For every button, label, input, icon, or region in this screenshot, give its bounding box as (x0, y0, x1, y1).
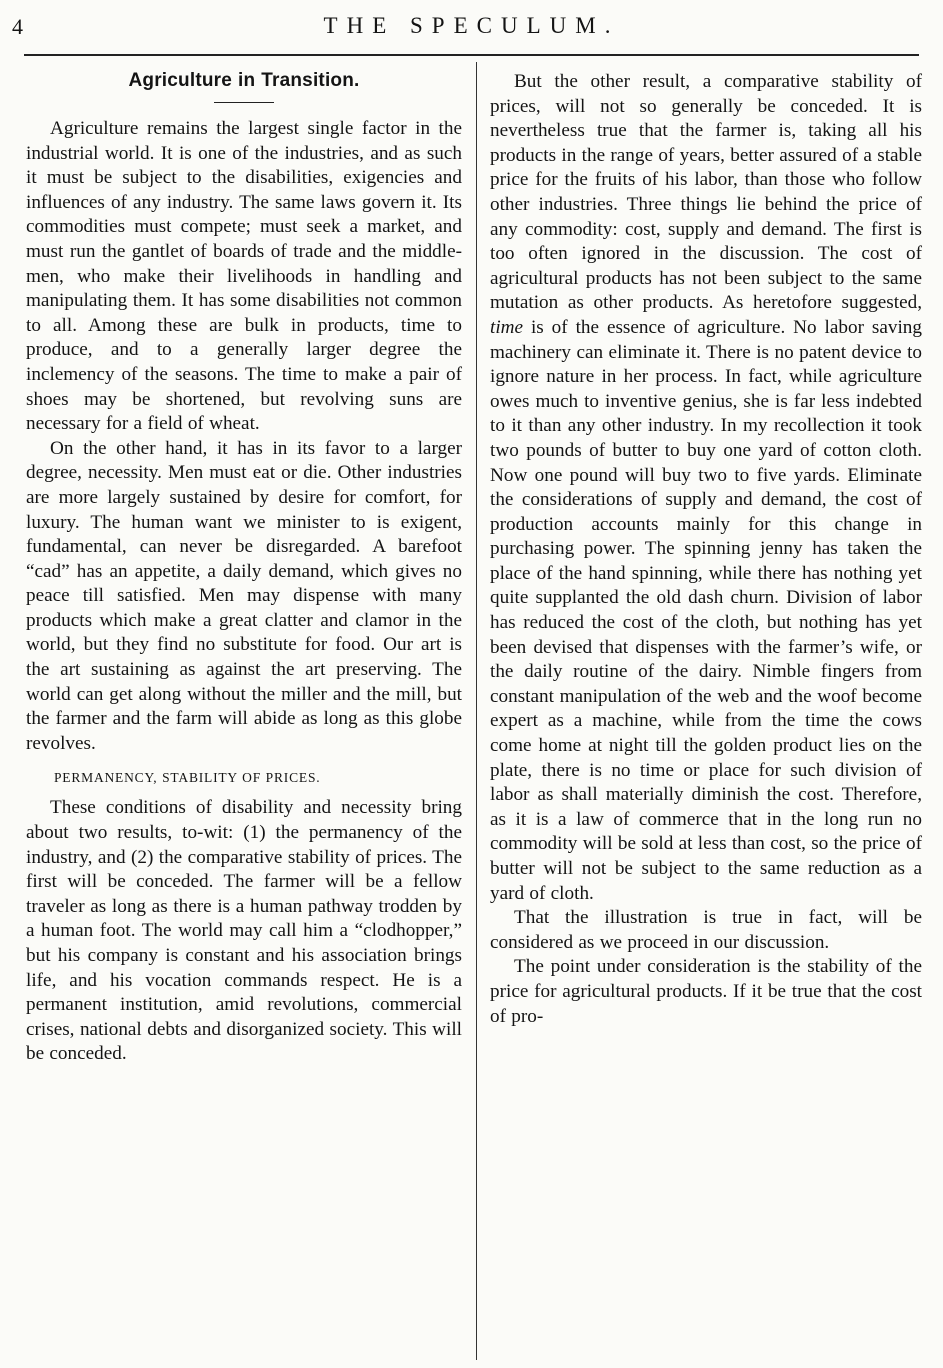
column-rule (476, 62, 477, 1360)
header-rule (24, 54, 919, 56)
article-title: Agriculture in Transition. (128, 70, 360, 91)
left-column (26, 62, 462, 1067)
section-subheading-text: PERMANENCY, STABILITY OF PRICES. (54, 770, 321, 786)
right-paragraph-1-part-b: is of the essence of agriculture. No labor saving machinery can eliminate it. There is no patent device to ignore nature in her process. In fact, while agriculture owes much to inventive genius, she is far less indebted to it than any other industry. In my recollection it took two pounds of butter to buy one yard of cotton cloth. Now one pound will buy two to five yards. Eliminate the considerations of supply and demand, the cost of production accounts mainly for this change in purchasing power. The spinning jenny has taken the place of the hand spinning, while there has nothing yet quite supplanted the old dash churn. Division of labor has reduced the cost of the cloth, but nothing has yet been devised that dispenses with the farmer’s wife, or the daily routine of the dairy. Nimble fingers from constant manipulation of the web and the woof become expert as a machine, while from the time the cows come home at night till the golden product lies on the plate, there is no time or place for such division of labor as shall materially diminish the cost. Therefore, as it is a law of commerce that in the long run no commodity will be sold at less than cost, so the price of butter will not be subject to the same reduction as a yard of cloth. (490, 316, 922, 904)
right-paragraph-3: The point under consideration is the stability of the price for agricultural products. If it be true that the cost of pro- (490, 956, 922, 1027)
section-subheading (26, 768, 462, 788)
right-column (490, 70, 922, 1029)
title-rule (214, 102, 274, 103)
italic-word-time: time (490, 316, 524, 338)
right-paragraph-2: That the illustration is true in fact, will be considered as we proceed in our discussion. (490, 907, 922, 953)
right-paragraph-1-part-a: But the other result, a comparative stability of prices, will not so generally be conceded. It is nevertheless true that the farmer is, taking all his products in the range of years, better assured of a stable price for the fruits of his labor, than those who follow other industries. Three things lie behind the price of any commodity: cost, supply and demand. The first is too often ignored in the discussion. The cost of agricultural products has not been subject to the same mutation as other products. As heretofore suggested, (490, 71, 922, 314)
left-paragraph-1: Agriculture remains the largest single factor in the industrial world. It is one of the industries, and as such it must be subject to the disabilities, exigencies and influences of any industry. The same laws govern it. Its commodities must compete; must seek a market, and must run the gantlet of boards of trade and the middle-men, who make their livelihoods in handling and manipulating them. It has some disabilities not common to all. Among these are bulk in products, time to produce, and to a generally larger degree the inclemency of the seasons. The time to make a pair of shoes may be shortened, but revolving suns are necessary for a field of wheat. (26, 118, 462, 435)
running-head: THE SPECULUM. (323, 13, 620, 38)
left-paragraph-2: On the other hand, it has in its favor to a larger degree, necessity. Men must eat or die. Other industries are more largely sustained by desire for comfort, for luxury. The human want we minister to is exigent, fundamental, can never be disregarded. A barefoot “cad” has an appetite, a daily demand, which gives no peace till satisfied. Men may dispense with many products which make a great clatter and clamor in the world, but they find no substitute for food. Our art is the art sustaining as against the art preserving. The world can get along without the miller and the mill, but the farmer and the farm will abide as long as this globe revolves. (26, 437, 462, 754)
page-number: 4 (12, 14, 23, 39)
left-paragraph-3: These conditions of disability and necessity bring about two results, to-wit: (1) the permanency of the industry, and (2) the comparative stability of prices. The first will be conceded. The farmer will be a fellow traveler as long as there is a human pathway trodden by a human foot. The world may call him a “clodhopper,” but his company is constant and his association brings life, and his vocation commands respect. He is a permanent institution, amid revolutions, commercial crises, national debts and disorganized society. This will be conceded. (26, 797, 462, 1065)
right-paragraph-1 (490, 70, 922, 906)
